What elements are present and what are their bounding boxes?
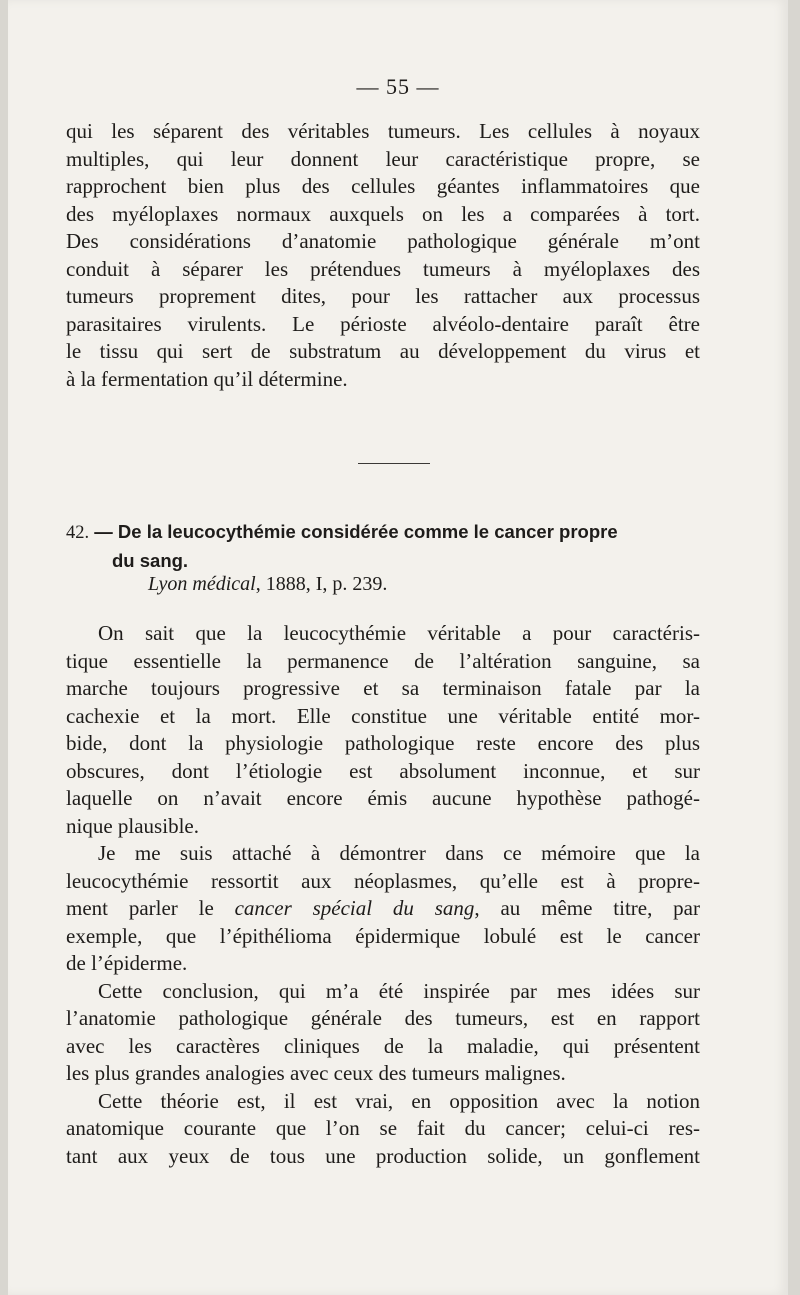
- entry-title: [66, 518, 706, 574]
- text-line: tumeurs proprement dites, pour les rattacher aux processus: [66, 284, 700, 308]
- text-line: des myéloplaxes normaux auxquels on les a comparées à tort.: [66, 201, 700, 226]
- text-line: marche toujours progressive et sa terminaison fatale par la: [66, 676, 700, 700]
- entry-body: [66, 620, 700, 1170]
- text-line: bide, dont la physiologie pathologique reste encore des plus: [66, 731, 700, 755]
- text-fragment: ment parler le: [66, 896, 235, 920]
- text-line: tique essentielle la permanence de l’altération sanguine, sa: [66, 648, 700, 673]
- text-line: Des considérations d’anatomie pathologique générale m’ont: [66, 229, 700, 253]
- text-line: On sait que la leucocythémie véritable a pour caractéris-: [98, 621, 700, 645]
- text-line: anatomique courante que l’on se fait du cancer; celui-ci res-: [66, 1116, 700, 1140]
- text-line: parasitaires virulents. Le périoste alvéolo-dentaire paraît être: [66, 311, 700, 336]
- text-line: avec les caractères cliniques de la maladie, qui présentent: [66, 1033, 700, 1058]
- text-line: [66, 895, 700, 923]
- text-line: obscures, dont l’étiologie est absolument inconnue, et sur: [66, 758, 700, 783]
- text-fragment: , au même titre, par: [474, 896, 701, 920]
- text-line: tant aux yeux de tous une production solide, un gonflement: [66, 1143, 700, 1168]
- source-reference: , 1888, I, p. 239.: [255, 573, 388, 595]
- page-number: — 55 —: [356, 74, 440, 99]
- entry-source: [148, 571, 387, 598]
- text-line: à la fermentation qu’il détermine.: [66, 366, 348, 391]
- text-line: leucocythémie ressortit aux néoplasmes, qu’elle est à propre-: [66, 868, 700, 893]
- text-line: Je me suis attaché à démontrer dans ce mémoire que la: [98, 841, 700, 865]
- text-line: laquelle on n’avait encore émis aucune hypothèse pathogé-: [66, 786, 700, 810]
- document-page: [8, 0, 788, 1295]
- text-line: les plus grandes analogies avec ceux des tumeurs malignes.: [66, 1061, 566, 1085]
- text-line: le tissu qui sert de substratum au développement du virus et: [66, 339, 700, 363]
- section-divider: [358, 463, 430, 464]
- source-journal: Lyon médical: [148, 573, 256, 595]
- entry-title-line1: — De la leucocythémie considérée comme le cancer propre: [94, 521, 618, 542]
- text-line: nique plausible.: [66, 813, 199, 838]
- continuation-paragraph: [66, 118, 700, 393]
- emphasis-text: cancer spécial du sang: [234, 896, 475, 920]
- text-line: multiples, qui leur donnent leur caractéristique propre, se: [66, 146, 700, 171]
- entry-number: 42.: [66, 523, 90, 543]
- text-line: l’anatomie pathologique générale des tumeurs, est en rapport: [66, 1006, 700, 1030]
- text-line: Cette conclusion, qui m’a été inspirée par mes idées sur: [98, 978, 700, 1003]
- text-line: qui les séparent des véritables tumeurs. Les cellules à noyaux: [66, 119, 700, 143]
- text-line: de l’épiderme.: [66, 951, 188, 975]
- text-line: conduit à séparer les prétendues tumeurs à myéloplaxes des: [66, 256, 700, 281]
- text-line: cachexie et la mort. Elle constitue une véritable entité mor-: [66, 703, 700, 728]
- text-line: Cette théorie est, il est vrai, en opposition avec la notion: [98, 1088, 700, 1113]
- text-line: rapprochent bien plus des cellules géantes inflammatoires que: [66, 174, 700, 198]
- entry-title-line2: du sang.: [112, 550, 189, 571]
- text-line: exemple, que l’épithélioma épidermique lobulé est le cancer: [66, 923, 700, 948]
